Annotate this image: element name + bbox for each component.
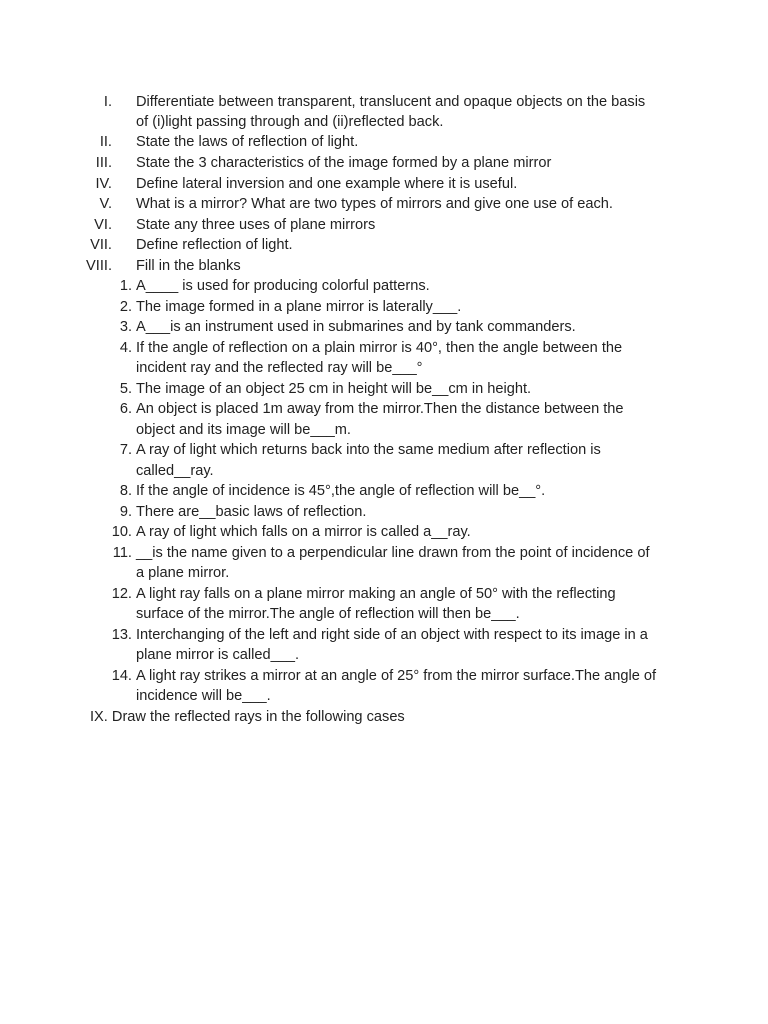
question-text-cont: of (i)light passing through and (ii)reflected back. — [136, 114, 444, 130]
blank-text: A____ is used for producing colorful patterns. — [136, 278, 430, 294]
blank-number: 2. — [119, 299, 132, 315]
blank-text: There are__basic laws of reflection. — [136, 504, 367, 520]
blank-text-cont: surface of the mirror.The angle of reflection will then be___. — [136, 606, 520, 622]
blank-text: A___is an instrument used in submarines and by tank commanders. — [136, 319, 576, 335]
question-text: State the 3 characteristics of the image formed by a plane mirror — [136, 155, 552, 171]
question-text: Define lateral inversion and one example where it is useful. — [136, 176, 518, 192]
question-number: VII. — [90, 237, 112, 253]
blank-number: 7. — [119, 442, 132, 458]
question-text: Fill in the blanks — [136, 258, 241, 274]
question-number: II. — [99, 134, 112, 150]
blank-text: If the angle of reflection on a plain mirror is 40°, then the angle between the — [136, 340, 623, 356]
blank-text-cont: plane mirror is called___. — [136, 647, 300, 663]
question-text: What is a mirror? What are two types of mirrors and give one use of each. — [136, 196, 613, 212]
question-number: VIII. — [86, 258, 112, 274]
question-number: V. — [99, 196, 112, 212]
blank-text: The image formed in a plane mirror is laterally___. — [136, 299, 462, 315]
question-number: IV. — [95, 176, 112, 192]
blank-number: 12. — [111, 586, 132, 602]
question-number: III. — [95, 155, 112, 171]
blank-number: 4. — [119, 340, 132, 356]
blank-text-cont: called__ray. — [136, 463, 214, 479]
question-number: IX. — [90, 709, 108, 725]
blank-number: 8. — [119, 483, 132, 499]
blank-number: 9. — [119, 504, 132, 520]
blank-text: A ray of light which returns back into the same medium after reflection is — [136, 442, 601, 458]
blank-number: 5. — [119, 381, 132, 397]
question-text: State the laws of reflection of light. — [136, 134, 359, 150]
blank-text: The image of an object 25 cm in height will be__cm in height. — [136, 381, 532, 397]
blank-text: If the angle of incidence is 45°,the angle of reflection will be__°. — [136, 483, 546, 499]
question-item-final — [90, 707, 405, 728]
blank-number: 10. — [111, 524, 132, 540]
blank-text: A ray of light which falls on a mirror is called a__ray. — [136, 524, 471, 540]
question-text: Differentiate between transparent, translucent and opaque objects on the basis — [136, 94, 646, 110]
blank-number: 3. — [119, 319, 132, 335]
blank-text: Interchanging of the left and right side of an object with respect to its image in a — [136, 627, 648, 643]
blank-text-cont: a plane mirror. — [136, 565, 230, 581]
blank-text: __is the name given to a perpendicular line drawn from the point of incidence of — [136, 545, 650, 561]
blank-text: A light ray falls on a plane mirror making an angle of 50° with the reflecting — [136, 586, 616, 602]
question-number: I. — [103, 94, 112, 110]
blank-text-cont: object and its image will be___m. — [136, 422, 351, 438]
question-text: Draw the reflected rays in the following cases — [111, 709, 405, 725]
question-text: Define reflection of light. — [136, 237, 293, 253]
blank-text: A light ray strikes a mirror at an angle of 25° from the mirror surface.The angle of — [136, 668, 657, 684]
blank-number: 6. — [119, 401, 132, 417]
blank-number: 13. — [111, 627, 132, 643]
blank-text-cont: incidence will be___. — [136, 688, 271, 704]
blank-number: 14. — [111, 668, 132, 684]
blank-text-cont: incident ray and the reflected ray will be___° — [136, 360, 423, 376]
question-text: State any three uses of plane mirrors — [136, 217, 376, 233]
question-number: VI. — [94, 217, 112, 233]
blank-number: 11. — [112, 545, 132, 561]
blank-text: An object is placed 1m away from the mirror.Then the distance between the — [136, 401, 624, 417]
blank-number: 1. — [119, 278, 132, 294]
